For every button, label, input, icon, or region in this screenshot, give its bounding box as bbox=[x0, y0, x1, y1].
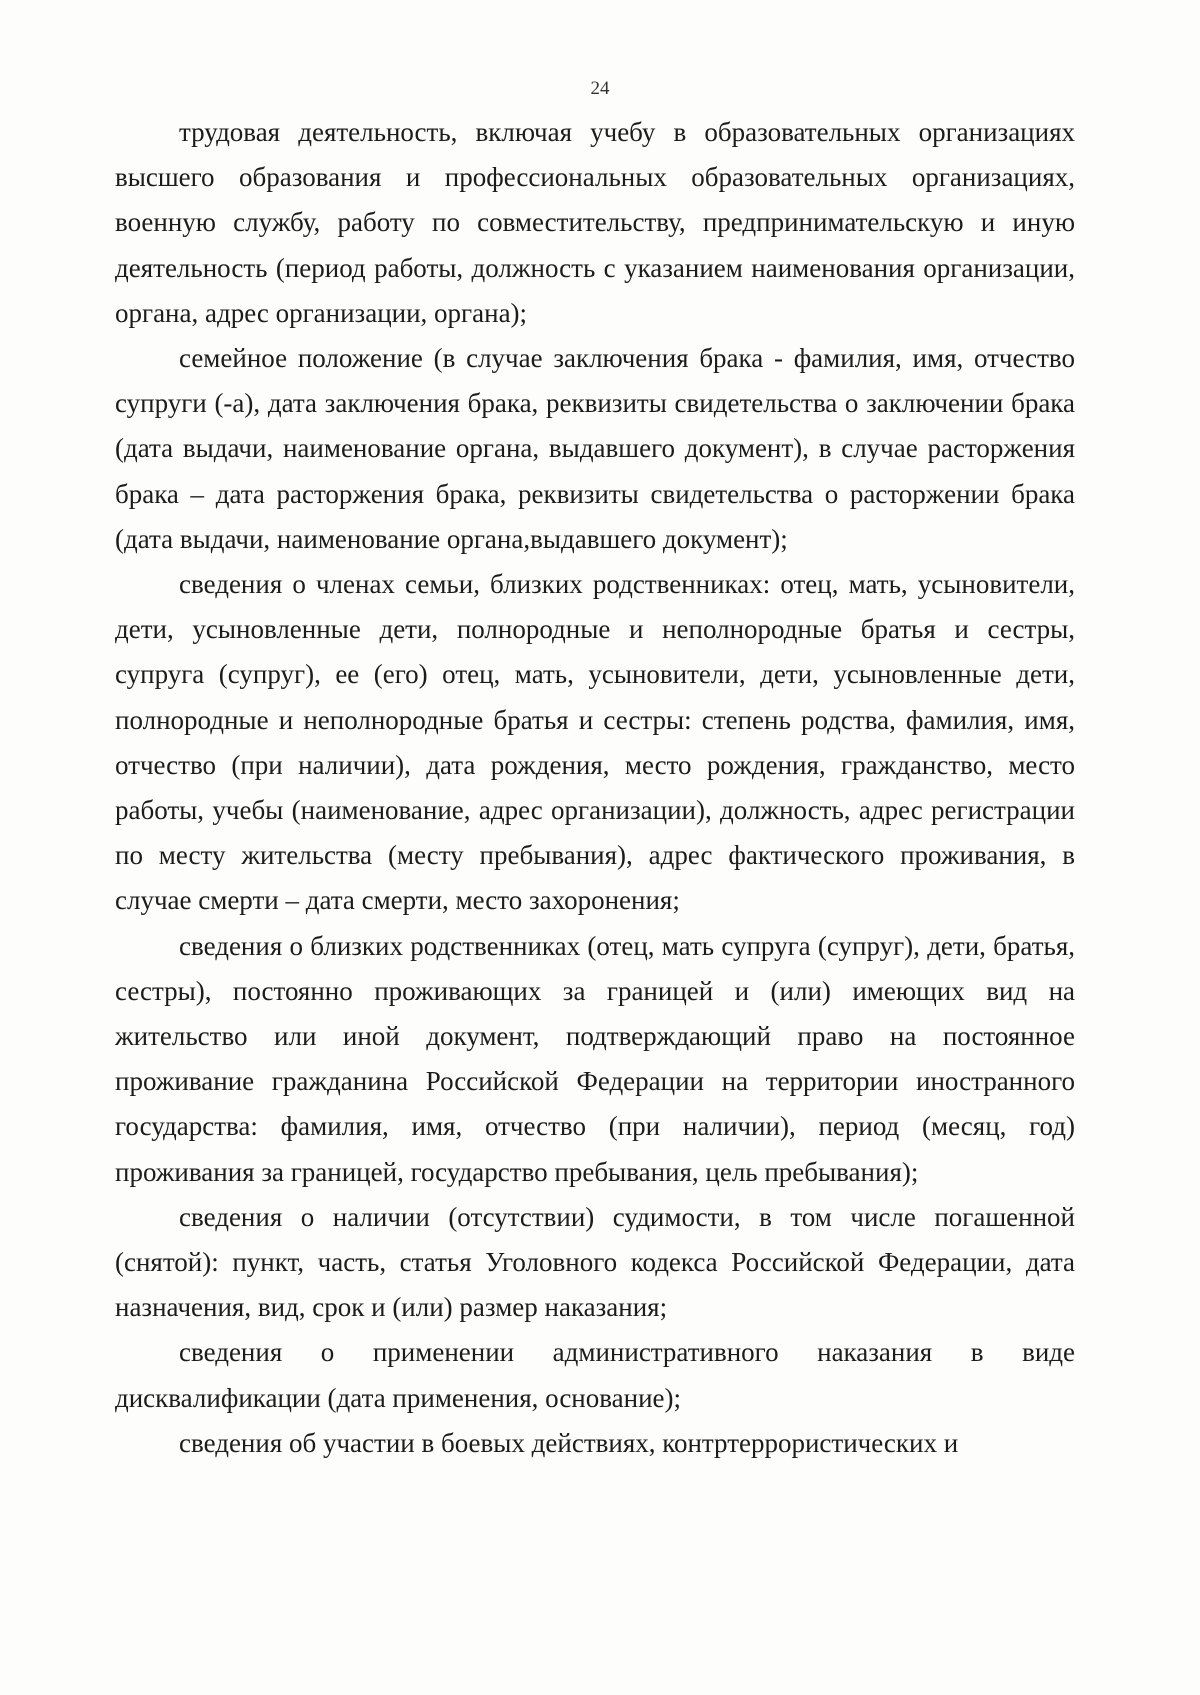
paragraph-marital-status: семейное положение (в случае заключения брака - фамилия, имя, отчество супруги (-а), дата заключения брака, реквизиты свидетельства о заключении брака (дата выдачи, наименование органа, выдавшего документ), в случае расторжения брака – дата расторжения брака, реквизиты свидетельства о расторжении брака (дата выдачи, наименование органа,выдавшего документ); bbox=[115, 343, 1075, 554]
paragraph-relatives-abroad: сведения о близких родственниках (отец, мать супруга (супруг), дети, братья, сестры), постоянно проживающих за границей и (или) имеющих вид на жительство или иной документ, подтверждающий право на постоянное проживание гражданина Российской Федерации на территории иностранного государства: фамилия, имя, отчество (при наличии), период (месяц, год) проживания за границей, государство пребывания, цель пребывания); bbox=[115, 930, 1075, 1187]
document-body bbox=[115, 110, 1075, 1466]
paragraph-criminal-record: сведения о наличии (отсутствии) судимости, в том числе погашенной (снятой): пункт, часть, статья Уголовного кодекса Российской Федерации, дата назначения, вид, срок и (или) размер наказания; bbox=[115, 1201, 1075, 1323]
paragraph-work-activity: трудовая деятельность, включая учебу в образовательных организациях высшего образования и профессиональных образовательных организациях, военную службу, работу по совместительству, предпринимательскую и иную деятельность (период работы, должность с указанием наименования организации, органа, адрес организации, органа); bbox=[115, 117, 1075, 328]
page-number: 24 bbox=[590, 78, 610, 99]
paragraph-family-members: сведения о членах семьи, близких родственниках: отец, мать, усыновители, дети, усыновленные дети, полнородные и неполнородные братья и сестры, супруга (супруг), ее (его) отец, мать, усыновители, дети, усыновленные дети, полнородные и неполнородные братья и сестры: степень родства, фамилия, имя, отчество (при наличии), дата рождения, место рождения, гражданство, место работы, учебы (наименование, адрес организации), должность, адрес регистрации по месту жительства (месту пребывания), адрес фактического проживания, в случае смерти – дата смерти, место захоронения; bbox=[115, 569, 1075, 916]
paragraph-disqualification: сведения о применении административного наказания в виде дисквалификации (дата применения, основание); bbox=[115, 1337, 1075, 1413]
paragraph-combat-participation: сведения об участии в боевых действиях, контртеррористических и bbox=[179, 1427, 959, 1458]
